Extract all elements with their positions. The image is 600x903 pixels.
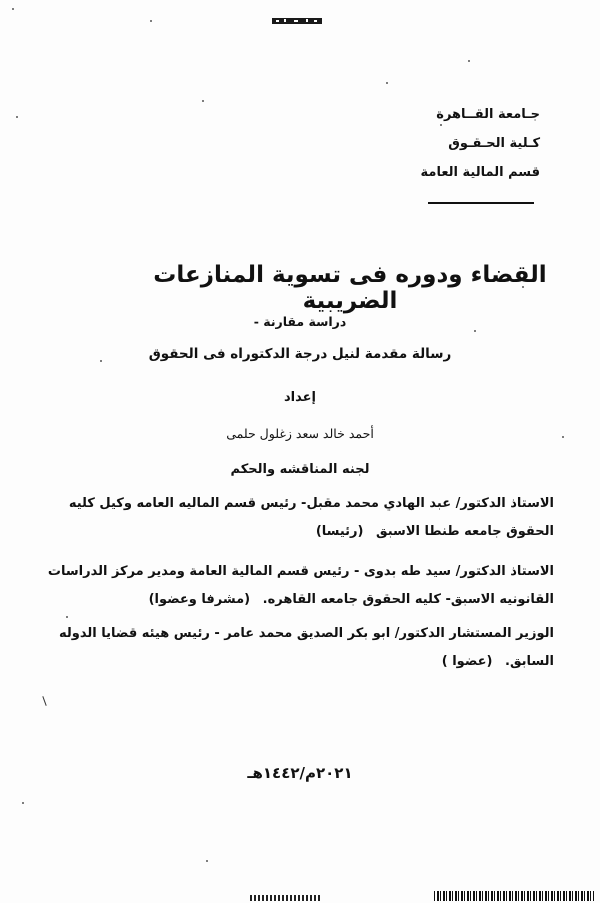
thesis-title: القضاء ودوره فى تسوية المنازعات الضريبية — [153, 262, 547, 314]
thesis-subtitle: دراسة مقارنة - — [253, 314, 347, 329]
scan-speck — [202, 100, 204, 102]
scan-speck — [474, 330, 476, 332]
university-name: جـامعة القــاهرة — [436, 107, 540, 122]
member-text: الاستاذ الدكتور/ سيد طه بدوى - رئيس قسم المالية العامة ومدير مركز الدراسات القانونيه الاسبق- كليه الحقوق جامعه القاهره. — [47, 564, 554, 607]
scan-speck — [468, 60, 470, 62]
scan-edge-mark — [250, 895, 320, 901]
committee-title: لجنه المناقشه والحكم — [230, 462, 370, 477]
scan-mark — [42, 696, 46, 706]
author-name: أحمد خالد سعد زغلول حلمى — [226, 426, 374, 441]
committee-member-supervisor — [34, 558, 554, 614]
department-name: قسم المالية العامة — [420, 165, 540, 180]
prepared-by-label: إعداد — [284, 390, 316, 405]
scan-speck — [386, 82, 388, 84]
committee-member-examiner — [34, 620, 554, 676]
institution-header — [421, 100, 540, 187]
scan-speck — [150, 20, 152, 22]
scan-speck — [66, 616, 68, 618]
thesis-date: ٢٠٢١م/١٤٤٢هـ — [247, 764, 353, 782]
member-role: (عضوا ) — [441, 654, 493, 669]
faculty-name: كـلية الحـقـوق — [448, 136, 540, 151]
member-text: الاستاذ الدكتور/ عبد الهادي محمد مقبل- رئيس قسم الماليه العامه وكيل كليه الحقوق جامعه طنطا الاسبق — [68, 496, 554, 539]
scan-speck — [206, 860, 208, 862]
scan-stamp-mark — [272, 16, 322, 26]
scan-speck — [16, 116, 18, 118]
committee-member-chair — [34, 490, 554, 546]
scan-speck — [12, 8, 14, 10]
thesis-purpose: رسالة مقدمة لنيل درجة الدكتوراه فى الحقوق — [148, 346, 452, 362]
member-role: (مشرفا وعضوا) — [148, 592, 251, 607]
member-role: (رئيسا) — [315, 524, 364, 539]
scan-barcode-edge — [434, 891, 594, 901]
member-text: الوزير المستشار الدكتور/ ابو بكر الصديق محمد عامر - رئيس هيئه قضايا الدوله السابق. — [59, 626, 554, 669]
header-underline — [428, 202, 534, 204]
scan-speck — [22, 802, 24, 804]
